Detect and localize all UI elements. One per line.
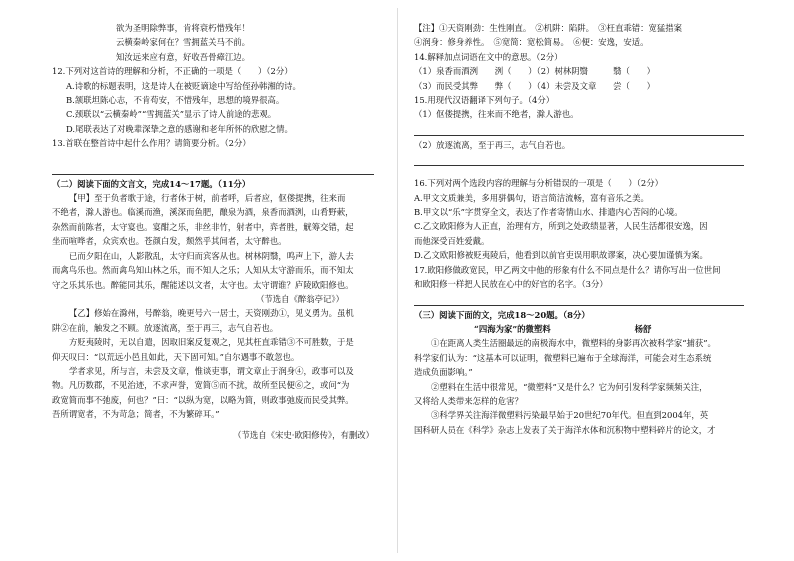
question-17-cont: 和欧阳修一样把人民放在心中的好官的名字。（3分） [414,279,608,290]
passage-yi-line: 吾所谓宽者，不为苛急；简者，不为繁碎耳。” [52,409,220,420]
passage-jia-line: 守之乐其乐也。醉能同其乐，醒能述以文者，太守也。太守谓谁？庐陵欧阳修也。 [52,279,354,290]
passage-yi-line: 仰天叹曰：“以荒远小邑且如此，天下固可知。”自尔遇事不敢忽也。 [52,351,300,362]
column-divider [397,8,398,553]
passage-jia-line: 杂然而前陈者，太守宴也。宴酣之乐，非丝非竹，射者中，弈者胜，觥筹交错，起 [52,221,354,232]
q16-option-c-cont: 而他深受百姓爱戴。 [414,235,490,246]
section-3-title: （三）阅读下面的文，完成18～20题。（8分） [414,309,590,320]
q16-option-d: D.乙文欧阳修被贬夷陵后，他看到以前官吏误用职故谬案，决心要加谨慎为案。 [414,250,708,261]
passage-jia-source: （节选自《醉翁亭记》） [256,293,344,304]
section-rule [52,174,374,175]
q16-option-c: C.乙文欧阳修为人正直，治理有方，所到之处政绩显著，人民生活都很安逸，因 [414,221,708,232]
notes-line-2: ④润身：修身养性。 ⑤宽简：宽松简易。 ⑥便：安逸，安适。 [414,37,649,48]
notes-line-1: 【注】①天资刚劲：生性刚直。 ②机阱：陷阱。 ③枉直乖错：宽猛措案 [414,23,682,33]
poem-line-3: 知汝远来应有意，好收吾骨瘴江边。 [116,51,250,62]
q12-option-a: A.诗歌的标题表明，这是诗人在被贬谪途中写给侄孙韩湘的诗。 [66,80,301,91]
passage-jia-line: 不绝者，滁人游也。临溪而渔，溪深而鱼肥，酿泉为酒，泉香而酒洌，山肴野蔌， [52,207,354,218]
q16-option-b: B.甲文以“乐”字贯穿全文，表达了作者寄情山水、排遣内心苦闷的心境。 [414,207,683,218]
passage-yi-source: （节选自《宋史·欧阳修传》，有删改） [233,429,374,440]
passage-yi-line: 学者求见，所与言，未尝及文章，惟谈吏事，谓文章止于润身④，政事可以及 [69,365,354,376]
right-column [414,21,744,437]
article-line: 国科研人员在《科学》杂志上发表了关于海洋水体和沉积物中塑料碎片的论文，才 [414,424,716,435]
section-2-title: （二）阅读下面的文言文，完成14～17题。（11分） [52,178,251,189]
answer-line[interactable] [414,122,744,136]
article-line: ②塑料在生活中很常见，“微塑料”又是什么？它为何引发科学家频频关注， [431,381,708,392]
question-15: 15.用现代汉语翻译下列句子。（4分） [414,95,555,106]
question-17: 17.欧阳修做政宽民，甲乙两文中他的形象有什么不同点是什么？请你写出一位世间 [414,264,721,275]
poem-line-2: 云横秦岭家何在？雪拥蓝关马不前。 [116,37,250,48]
q14-row-2: （3）而民受其弊 弊（ ）（4）未尝及文章 尝（ ） [414,80,655,91]
article-line: ③科学界关注海洋微塑料污染最早始于20世纪70年代。但直到2004年，英 [431,410,709,421]
q12-option-c: C.颈联以“云横秦岭”“雪拥蓝关”显示了诗人前途的悲观。 [66,109,277,120]
answer-line[interactable] [414,152,744,166]
article-heading [414,322,744,336]
left-column [52,21,374,442]
answer-line[interactable] [414,292,744,306]
passage-jia-line: 坐而喧哗者，众宾欢也。苍颜白发，颓然乎其间者，太守醉也。 [52,236,287,247]
question-14: 14.解释加点词语在文中的意思。（2分） [414,51,563,62]
passage-yi-line: 政宽简而事不弛废，何也？”曰：“以纵为宽，以略为简，则政事弛废而民受其弊。 [52,394,354,405]
poem-line-1: 欲为圣明除弊事，肯将衰朽惜残年！ [116,23,250,33]
question-13: 13.首联在整首诗中起什么作用？请简要分析。（2分） [52,138,251,149]
passage-jia-line: 而禽鸟乐也。然而禽鸟知山林之乐，而不知人之乐；人知从太守游而乐，而不知太 [52,265,354,276]
article-author: 杨舒 [634,323,652,334]
passage-yi-line: 物。凡历数郡，不见治迹，不求声誉，宽简⑤而不扰，故所至民便⑥之，或问“为 [52,380,350,391]
q15-item-1: （1）伛偻提携，往来而不绝者，滁人游也。 [414,109,579,120]
q15-item-2: （2）放逐流离，至于再三，志气自若也。 [414,139,571,150]
question-12: 12.下列对这首诗的理解和分析，不正确的一项是（ ）（2分） [52,66,293,77]
q12-option-d: D.尾联表达了对晚辈深挚之意的感谢和老年所怀的欣慰之情。 [66,123,293,134]
passage-jia-line: 已而夕阳在山，人影散乱，太守归而宾客从也。树林阴翳，鸣声上下，游人去 [69,250,354,261]
q16-option-a: A.甲文文质兼美，多用骈偶句，语言简洁流畅，富有音乐之美。 [414,192,649,203]
q12-option-b: B.颔联坦陈心志，不肯苟安，不惜残年，思想的境界很高。 [66,95,285,106]
passage-jia-line: 【甲】至于负者歌于途，行者休于树，前者呼，后者应，伛偻提携，往来而 [69,193,346,204]
article-title: “四海为家”的微塑料 [474,323,551,334]
passage-yi-line: 【乙】修始在滁州，号醉翁，晚更号六一居士，天资刚劲①，见义勇为。虽机 [69,308,354,319]
q14-row-1: （1）泉香而酒洌 洌（ ）（2）树林阴翳 翳（ ） [414,66,655,77]
passage-yi-line: 方贬夷陵时，无以自遣，因取旧案反复观之，见其枉直乖错③不可胜数，于是 [69,337,354,348]
question-16: 16.下列对两个选段内容的理解与分析错误的一项是（ ）（2分） [414,178,663,189]
article-line: 科学家们认为：“这基本可以证明，微塑料已遍布于全球海洋，可能会对生态系统 [414,352,712,363]
passage-yi-line: 阱②在前，触发之不顾。放逐流离，至于再三，志气自若也。 [52,322,279,333]
article-line: 又将给人类带来怎样的危害？ [414,395,523,406]
article-line: ①在距离人类生活圈最远的南极海水中，微塑料的身影再次被科学家“捕获”。 [431,338,716,349]
article-line: 造成负面影响。” [414,367,473,378]
